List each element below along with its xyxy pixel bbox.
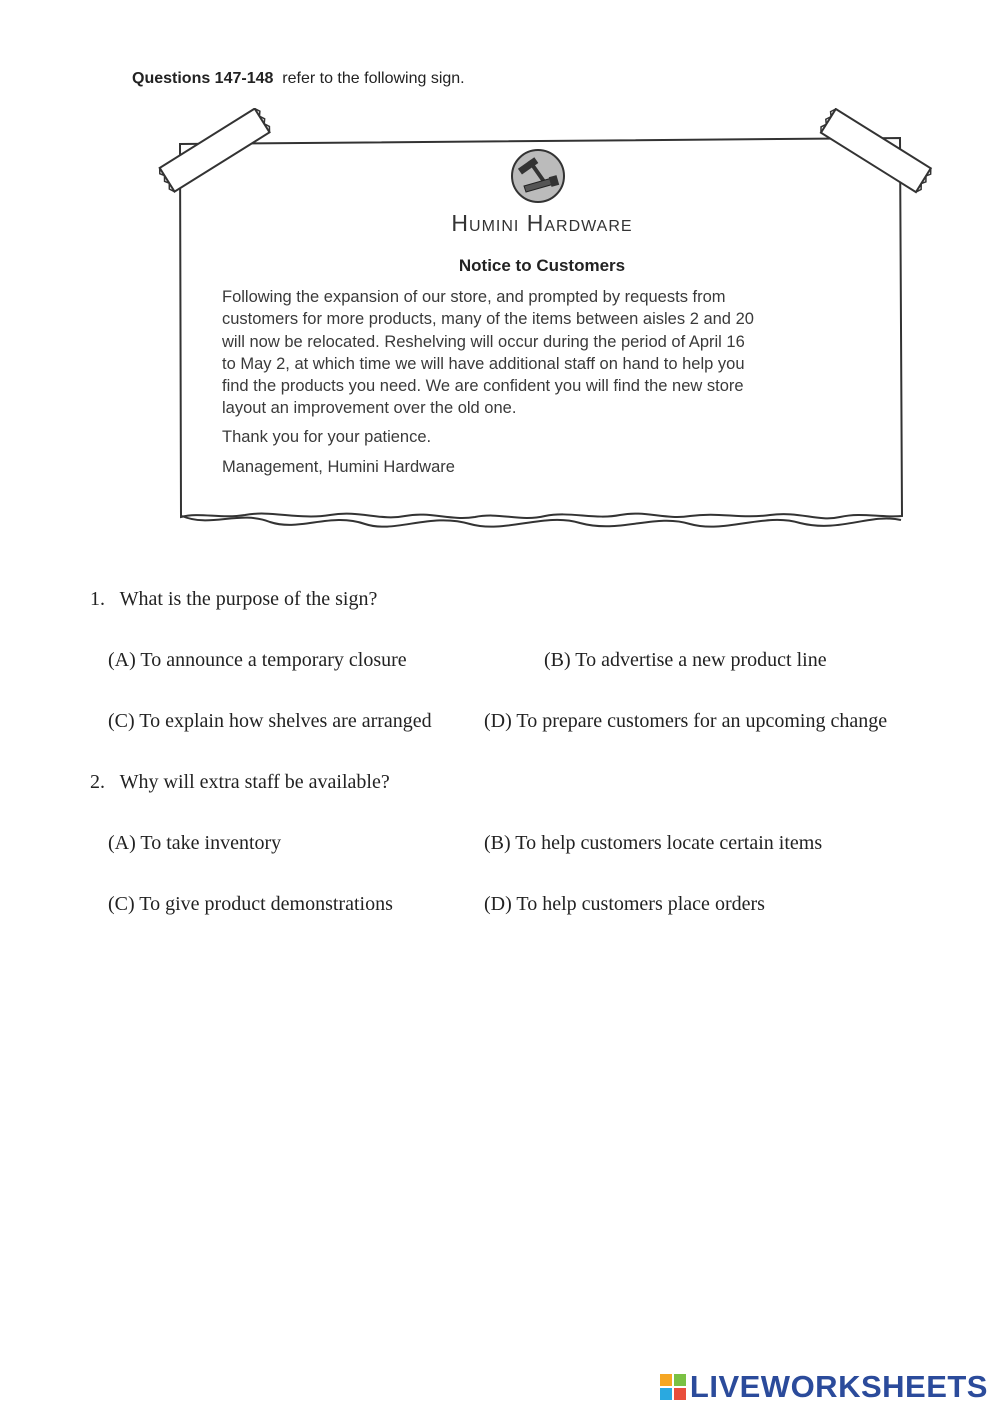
notice-line: customers for more products, many of the items between aisles 2 and 20 [222, 310, 754, 329]
notice-signoff: Management, Humini Hardware [222, 458, 455, 476]
questions-reference-text: refer to the following sign. [282, 70, 465, 87]
q1-option-b[interactable]: (B) To advertise a new product line [544, 649, 827, 671]
liveworksheets-logo[interactable] [660, 1370, 988, 1404]
notice-thanks: Thank you for your patience. [222, 428, 432, 446]
q2-option-a[interactable]: (A) To take inventory [108, 832, 282, 854]
notice-title: Notice to Customers [458, 256, 626, 275]
notice-line: will now be relocated. Reshelving will occur during the period of April 16 [222, 332, 745, 351]
logo-block [674, 1388, 686, 1400]
liveworksheets-wordmark: LIVEWORKSHEETS [689, 1369, 988, 1404]
notice-body [222, 286, 852, 420]
question-text: What is the purpose of the sign? [119, 588, 378, 610]
question-1 [90, 588, 377, 611]
hammer-and-saw-icon [510, 148, 566, 204]
q2-option-b[interactable]: (B) To help customers locate certain items [484, 832, 823, 854]
notice-line: Following the expansion of our store, and prompted by requests from [222, 288, 726, 306]
q2-option-c[interactable]: (C) To give product demonstrations [108, 893, 393, 915]
logo-block [660, 1374, 672, 1386]
questions-reference [132, 70, 465, 88]
logo-block [660, 1388, 672, 1400]
q1-option-d[interactable]: (D) To prepare customers for an upcoming change [484, 710, 888, 732]
notice-line: to May 2, at which time we will have additional staff on hand to help you [222, 354, 745, 373]
q1-option-c[interactable]: (C) To explain how shelves are arranged [108, 710, 432, 732]
store-brand-name: Humini Hardware [451, 210, 633, 236]
questions-range: Questions 147-148 [132, 70, 274, 87]
liveworksheets-logo-icon [660, 1374, 686, 1400]
question-text: Why will extra staff be available? [119, 771, 390, 793]
logo-block [674, 1374, 686, 1386]
notice-line: find the products you need. We are confident you will find the new store [222, 377, 744, 396]
question-2 [90, 771, 390, 794]
question-number: 1. [90, 588, 105, 610]
q1-option-a[interactable]: (A) To announce a temporary closure [108, 649, 407, 671]
question-number: 2. [90, 771, 105, 793]
q2-option-d[interactable]: (D) To help customers place orders [484, 893, 765, 915]
notice-line: layout an improvement over the old one. [222, 399, 517, 418]
